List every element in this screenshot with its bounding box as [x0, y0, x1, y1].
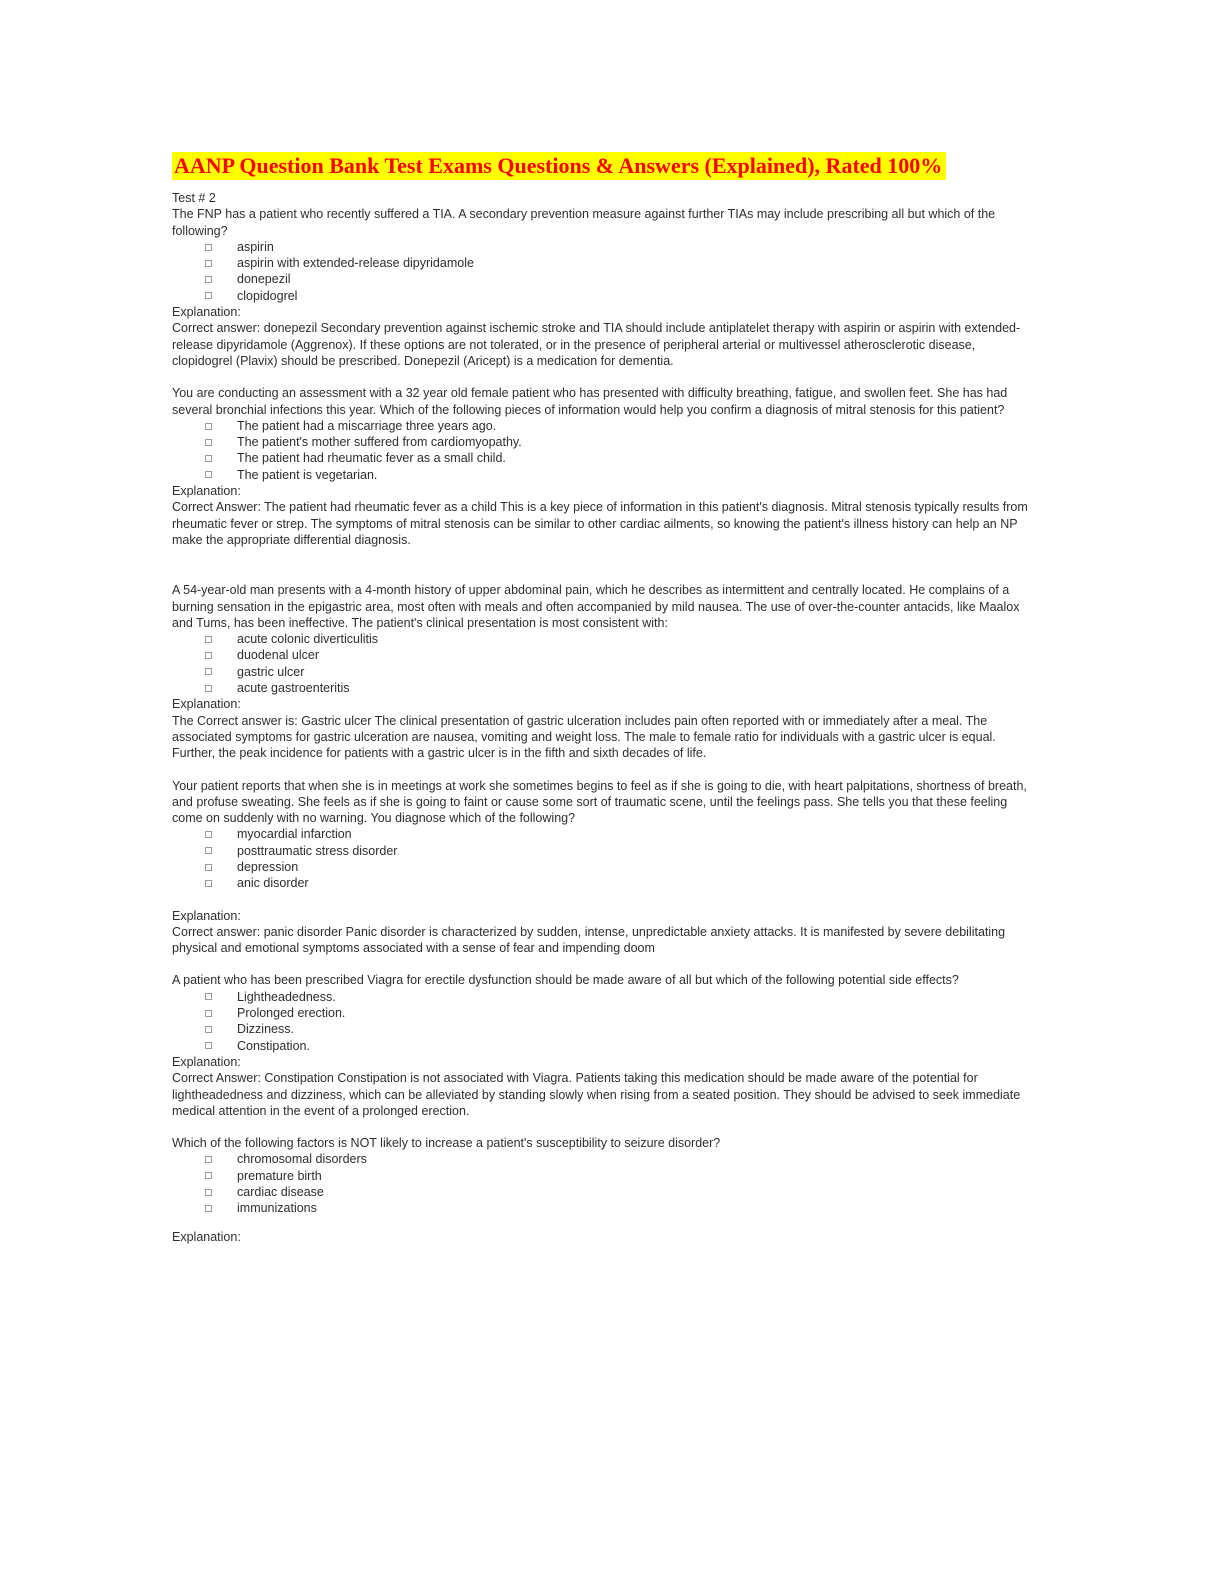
- square-bullet-icon: [205, 244, 212, 251]
- explanation-text: Correct answer: donepezil Secondary prevention against ischemic stroke and TIA should include antiplatelet therapy with aspirin or aspirin with extended-release dipyridamole (Aggrenox). If these options are not tolerated, or in the presence of peripheral arterial or multivessel atherosclerotic disease, clopidogrel (Plavix) should be prescribed. Donepezil (Aricept) is a medication for dementia.: [172, 321, 1021, 368]
- answer-option: [205, 664, 1032, 680]
- question-stem: Your patient reports that when she is in meetings at work she sometimes begins to feel as if she is going to die, with heart palpitations, shortness of breath, and profuse sweating. She feels as if she is going to faint or cause some sort of traumatic scene, until the feelings pass. She tells you that these feeling come on suddenly with no warning. You diagnose which of the following?: [172, 778, 1027, 826]
- answer-option: [205, 288, 1032, 304]
- square-bullet-icon: [205, 685, 212, 692]
- option-text: anic disorder: [237, 876, 309, 891]
- question-stem: Which of the following factors is NOT likely to increase a patient's susceptibility to seizure disorder?: [172, 1136, 721, 1151]
- question-block: [172, 206, 1032, 369]
- answer-option: [205, 271, 1032, 287]
- square-bullet-icon: [205, 1042, 212, 1049]
- answer-option: [205, 1005, 1032, 1021]
- option-text: cardiac disease: [237, 1185, 324, 1200]
- answer-option: [205, 1151, 1032, 1167]
- square-bullet-icon: [205, 471, 212, 478]
- explanation-text: Correct Answer: The patient had rheumatic fever as a child This is a key piece of information in this patient's diagnosis. Mitral stenosis typically results from rheumatic fever or strep. The symptoms of mitral stenosis can be similar to other cardiac ailments, so knowing the patient's illness history can help an NP make the appropriate differential diagnosis.: [172, 500, 1028, 547]
- answer-option: [205, 859, 1032, 875]
- answer-option: [205, 826, 1032, 842]
- square-bullet-icon: [205, 1172, 212, 1179]
- square-bullet-icon: [205, 864, 212, 871]
- option-text: Dizziness.: [237, 1022, 294, 1037]
- square-bullet-icon: [205, 668, 212, 675]
- answer-option: [205, 680, 1032, 696]
- option-text: duodenal ulcer: [237, 648, 320, 663]
- option-text: chromosomal disorders: [237, 1152, 367, 1167]
- answer-option: [205, 875, 1032, 891]
- answer-option: [205, 1200, 1032, 1216]
- option-text: clopidogrel: [237, 288, 298, 303]
- answer-option: [205, 631, 1032, 647]
- answer-options: [172, 631, 1032, 696]
- square-bullet-icon: [205, 423, 212, 430]
- document-title: AANP Question Bank Test Exams Questions & Answers (Explained), Rated 100%: [172, 152, 946, 180]
- question-block: [172, 972, 1032, 1119]
- square-bullet-icon: [205, 260, 212, 267]
- answer-option: [205, 1184, 1032, 1200]
- square-bullet-icon: [205, 1010, 212, 1017]
- answer-option: [205, 647, 1032, 663]
- answer-option: [205, 467, 1032, 483]
- square-bullet-icon: [205, 847, 212, 854]
- explanation-label: Explanation:: [172, 1229, 241, 1244]
- square-bullet-icon: [205, 276, 212, 283]
- explanation-label: Explanation:: [172, 484, 241, 499]
- answer-options: [172, 1151, 1032, 1216]
- answer-options: [172, 418, 1032, 483]
- answer-option: [205, 434, 1032, 450]
- question-stem: The FNP has a patient who recently suffered a TIA. A secondary prevention measure against further TIAs may include prescribing all but which of the following?: [172, 207, 996, 238]
- option-text: Constipation.: [237, 1038, 310, 1053]
- square-bullet-icon: [205, 1205, 212, 1212]
- explanation-label: Explanation:: [172, 908, 241, 923]
- square-bullet-icon: [205, 1156, 212, 1163]
- square-bullet-icon: [205, 831, 212, 838]
- explanation-text: Correct Answer: Constipation Constipation is not associated with Viagra. Patients taking this medication should be made aware of the potential for lightheadedness and dizziness, which can be alleviated by standing slowly when rising from a seated position. They should be advised to seek immediate medical attention in the event of a prolonged erection.: [172, 1071, 1021, 1118]
- square-bullet-icon: [205, 455, 212, 462]
- option-text: premature birth: [237, 1168, 322, 1183]
- square-bullet-icon: [205, 993, 212, 1000]
- document-page: [172, 152, 1032, 1245]
- answer-option: [205, 1038, 1032, 1054]
- square-bullet-icon: [205, 652, 212, 659]
- square-bullet-icon: [205, 636, 212, 643]
- option-text: acute gastroenteritis: [237, 681, 350, 696]
- question-stem: You are conducting an assessment with a 32 year old female patient who has presented with difficulty breathing, fatigue, and swollen feet. She has had several bronchial infections this year. Which of the following pieces of information would help you confirm a diagnosis of mitral stenosis for this patient?: [172, 386, 1008, 417]
- option-text: immunizations: [237, 1201, 317, 1216]
- square-bullet-icon: [205, 439, 212, 446]
- answer-options: [172, 239, 1032, 304]
- option-text: The patient's mother suffered from cardiomyopathy.: [237, 435, 522, 450]
- question-stem: A 54-year-old man presents with a 4-month history of upper abdominal pain, which he describes as intermittent and centrally located. He complains of a burning sensation in the epigastric area, most often with meals and often accompanied by mild nausea. The use of over-the-counter antacids, like Maalox and Tums, has been ineffective. The patient's clinical presentation is most consistent with:: [172, 583, 1020, 630]
- option-text: Lightheadedness.: [237, 989, 336, 1004]
- option-text: aspirin: [237, 239, 274, 254]
- option-text: The patient had rheumatic fever as a small child.: [237, 451, 506, 466]
- square-bullet-icon: [205, 292, 212, 299]
- option-text: Prolonged erection.: [237, 1006, 346, 1021]
- answer-option: [205, 1021, 1032, 1037]
- answer-options: [172, 989, 1032, 1054]
- explanation-label: Explanation:: [172, 697, 241, 712]
- answer-option: [205, 239, 1032, 255]
- answer-option: [205, 255, 1032, 271]
- option-text: donepezil: [237, 272, 291, 287]
- answer-option: [205, 450, 1032, 466]
- explanation-label: Explanation:: [172, 1054, 241, 1069]
- square-bullet-icon: [205, 880, 212, 887]
- square-bullet-icon: [205, 1189, 212, 1196]
- square-bullet-icon: [205, 1026, 212, 1033]
- explanation-text: The Correct answer is: Gastric ulcer The clinical presentation of gastric ulceration includes pain often reported with or immediately after a meal. The associated symptoms for gastric ulceration are nausea, vomiting and weight loss. The male to female ratio for individuals with a gastric ulcer is equal. Further, the peak incidence for patients with a gastric ulcer is in the fifth and sixth decades of life.: [172, 713, 996, 761]
- answer-option: [205, 989, 1032, 1005]
- question-stem: A patient who has been prescribed Viagra for erectile dysfunction should be made aware of all but which of the following potential side effects?: [172, 973, 959, 988]
- option-text: acute colonic diverticulitis: [237, 632, 379, 647]
- answer-option: [205, 418, 1032, 434]
- option-text: posttraumatic stress disorder: [237, 843, 398, 858]
- explanation-label: Explanation:: [172, 305, 241, 320]
- option-text: aspirin with extended-release dipyridamole: [237, 256, 474, 271]
- answer-option: [205, 843, 1032, 859]
- test-label: Test # 2: [172, 191, 216, 205]
- option-text: The patient had a miscarriage three years ago.: [237, 418, 497, 433]
- answer-options: [172, 826, 1032, 891]
- option-text: depression: [237, 859, 299, 874]
- question-block: [172, 582, 1032, 761]
- question-block: [172, 778, 1032, 957]
- option-text: myocardial infarction: [237, 827, 352, 842]
- question-block: [172, 385, 1032, 548]
- option-text: gastric ulcer: [237, 664, 305, 679]
- answer-option: [205, 1168, 1032, 1184]
- question-block: [172, 1135, 1032, 1245]
- option-text: The patient is vegetarian.: [237, 467, 378, 482]
- explanation-text: Correct answer: panic disorder Panic disorder is characterized by sudden, intense, unpredictable anxiety attacks. It is manifested by severe debilitating physical and emotional symptoms associated with a sense of fear and impending doom: [172, 924, 1006, 956]
